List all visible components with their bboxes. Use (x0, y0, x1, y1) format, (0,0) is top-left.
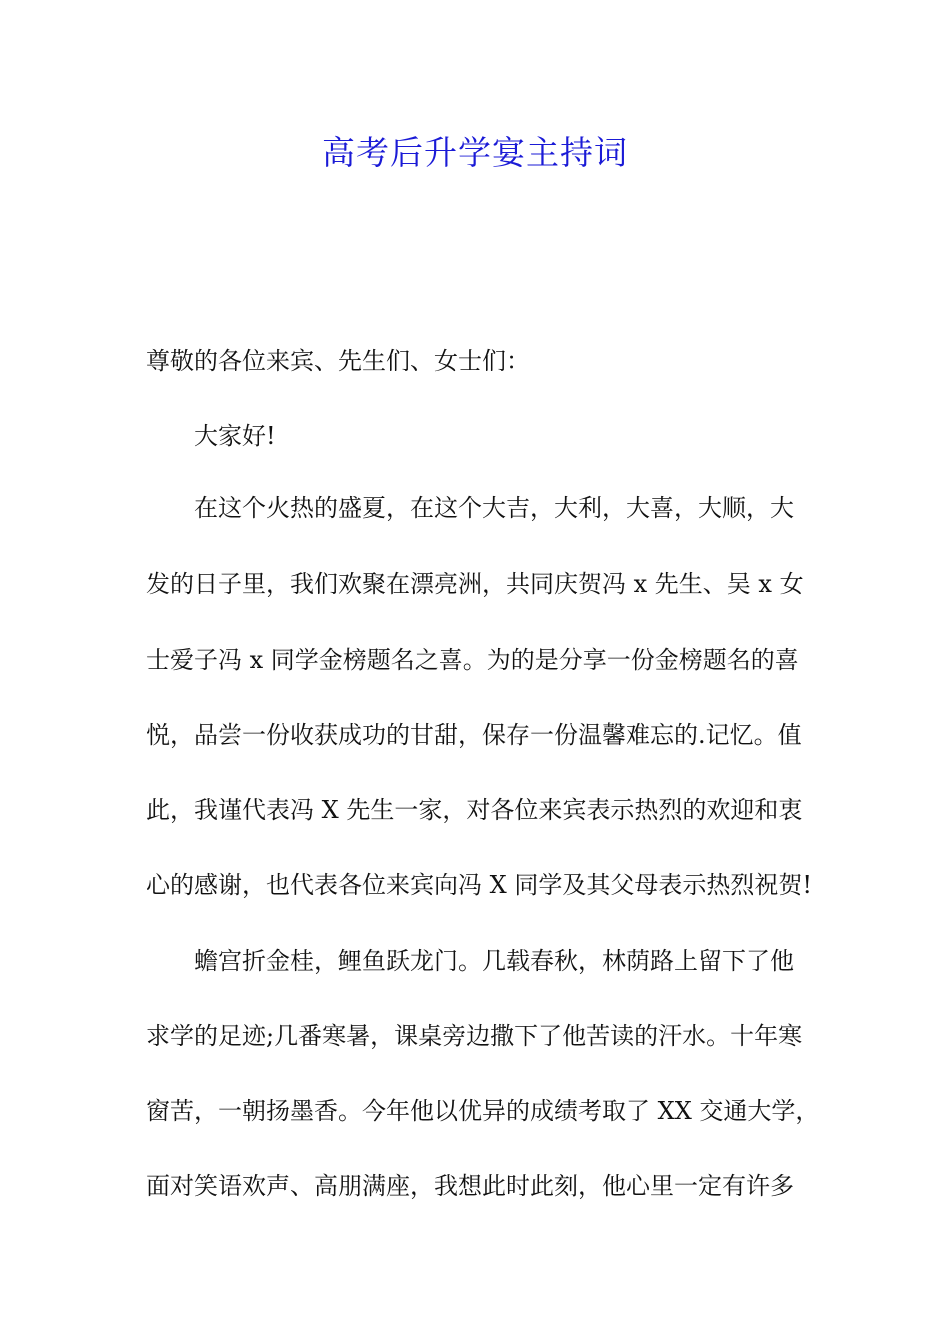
paragraph-2-line-2: 求学的足迹;几番寒暑，课桌旁边撒下了他苦读的汗水。十年寒 (146, 1022, 803, 1050)
paragraph-1-line-5: 此，我谨代表冯 X 先生一家，对各位来宾表示热烈的欢迎和衷 (146, 796, 803, 824)
paragraph-2-line-1: 蟾宫折金桂，鲤鱼跃龙门。几载春秋，林荫路上留下了他 (194, 947, 794, 975)
paragraph-1-line-2: 发的日子里，我们欢聚在漂亮洲，共同庆贺冯 x 先生、吴 x 女 (146, 570, 804, 598)
salutation-line: 尊敬的各位来宾、先生们、女士们： (146, 347, 530, 375)
paragraph-1-line-4: 悦，品尝一份收获成功的甘甜，保存一份温馨难忘的.记忆。值 (146, 721, 802, 749)
paragraph-1-line-1: 在这个火热的盛夏，在这个大吉，大利，大喜，大顺，大 (194, 494, 794, 522)
paragraph-1-line-3: 士爱子冯 x 同学金榜题名之喜。为的是分享一份金榜题名的喜 (146, 646, 799, 674)
paragraph-1-line-6: 心的感谢，也代表各位来宾向冯 X 同学及其父母表示热烈祝贺! (146, 871, 812, 899)
document-title: 高考后升学宴主持词 (322, 133, 628, 172)
greeting-line: 大家好! (194, 422, 276, 450)
paragraph-2-line-3: 窗苦，一朝扬墨香。今年他以优异的成绩考取了 XX 交通大学， (146, 1097, 820, 1125)
paragraph-2-line-4: 面对笑语欢声、高朋满座，我想此时此刻，他心里一定有许多 (146, 1172, 794, 1200)
